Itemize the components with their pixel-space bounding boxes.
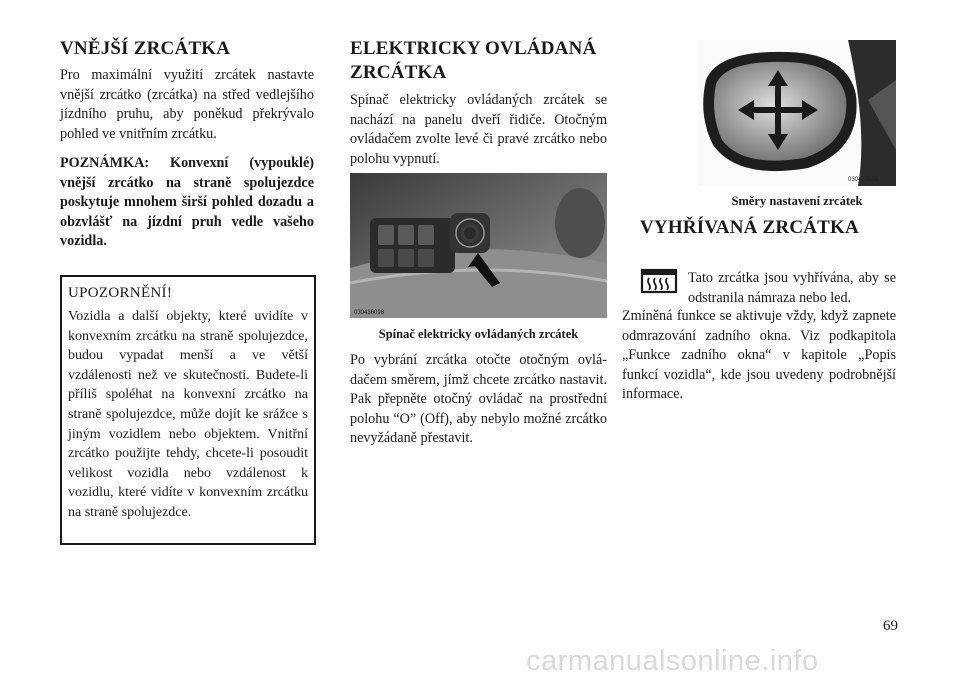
mirror-switch-photo: [350, 173, 607, 318]
door-panel-illustration: [350, 173, 607, 318]
exterior-mirrors-heading: VNĚJŠÍ ZRCÁTKA: [60, 38, 231, 59]
warning-title: UPOZORNĚNÍ!: [68, 285, 173, 301]
mirror-directions-photo: [698, 40, 896, 186]
warning-text: Vozidla a další objekty, které uvidíte v konvexním zrcátku na straně spolujezdce, budou vypadat menší a ve větší vzdálenosti než ve skutečnosti. Budete-li příliš spoléhat na konvexní zrcátko na straně spolujezdce, může dojít ke srážce s jiným vozidlem nebo objektem. Vnitřní zrcátko použijte tehdy, chcete-li posoudit velikost vozidla nebo vzdálenost k vozidlu, které vidíte v konvexním zrcátku na straně spolujezdce.: [68, 309, 308, 520]
exterior-mirrors-intro: Pro maximální využití zrcátek nastavte vnější zrcátko (zrcátka) na střed vedlejšího jízdního pruhu, aby poněkud překrývalo pohled ve vnitřním zrcátku.: [60, 67, 314, 142]
switch-photo-caption: Spínač elektricky ovládaných zrcátek: [378, 327, 579, 341]
power-mirrors-description: Spínač elektricky ovládaných zrcátek se nachází na panelu dveří řidiče. Otočným ovládačem zvolte levé či pravé zrcátko nebo polohu vypnutí.: [350, 92, 607, 167]
power-mirrors-heading: ELEKTRICKY OVLÁDANÁ ZRCÁTKA: [350, 38, 597, 83]
rear-defrost-icon: [640, 268, 678, 294]
watermark: carmanualsonline.info: [526, 645, 819, 677]
heated-mirrors-text-2: Zmíněná funkce se aktivuje vždy, když zapnete odmrazování zadního okna. Viz podkapitola „Funkce zadního okna“ v kapitole „Popis funkcí vozidla“, kde jsou uvedeny podrobnější informace.: [622, 308, 896, 403]
page-number: 69: [883, 618, 898, 634]
power-mirrors-instructions: Po vybrání zrcátka otočte otočným ovládačem směrem, jímž chcete zrcátko nastavit. Pak přepněte otočný ovládač na prostřední polohu “O” (Off), aby nebylo možné zrcátko nevyžádaně přestavit.: [350, 352, 607, 447]
mirror-photo-code: 030437628: [848, 177, 879, 183]
mirror-directions-illustration: [698, 40, 896, 186]
mirror-photo-caption: Směry nastavení zrcátek: [731, 194, 863, 208]
warning-box: [60, 275, 316, 545]
switch-photo-code: 030436098: [354, 310, 385, 316]
heated-mirrors-text-1: Tato zrcátka jsou vyhřívána, aby se odstranila námraza nebo led.: [688, 270, 896, 306]
convex-mirror-note: POZNÁMKA: Konvexní (vypouklé) vnější zrcátko na straně spolujezdce poskytuje mnohem širší pohled dozadu a obzvlášť na jízdní pruh vedle vašeho vozidla.: [60, 155, 314, 250]
heated-mirrors-heading: VYHŘÍVANÁ ZRCÁTKA: [640, 217, 859, 238]
